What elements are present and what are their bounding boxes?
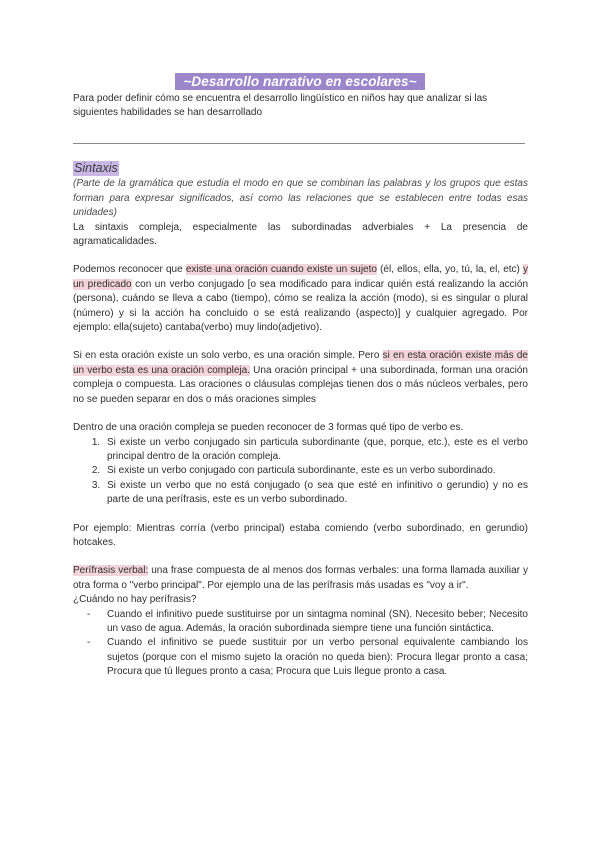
document-title: ~Desarrollo narrativo en escolares~ — [175, 73, 424, 90]
sintaxis-definition: (Parte de la gramática que estudia el modo en que se combinan las palabras y los grupos que estas forman para expresar significados, así como las relaciones que se establecen entre todas esas unidades) — [73, 178, 528, 219]
spacer — [73, 550, 528, 564]
horizontal-rule — [73, 143, 525, 144]
text-run: Una oración principal + una subordinada, forman una oración compleja o compuesta. Las oraciones o cláusulas complejas tienen dos o más núcleos verbales, pero no se pueden separar en dos o más oraciones simples — [73, 364, 528, 405]
verb-types-list — [73, 436, 528, 508]
text-run: una frase compuesta de al menos dos formas verbales: una forma llamada auxiliar y otra forma o "verbo principal". Por ejemplo una de las perífrasis más usadas es "voy a ir". — [73, 565, 528, 591]
question-perifrasis: ¿Cuándo no hay perífrasis? — [73, 594, 197, 606]
content-body — [73, 161, 528, 680]
no-perifrasis-list — [73, 608, 528, 680]
list-item: - Cuando el infinitivo puede sustituirse por un sintagma nominal (SN). Necesito beber; Necesito un vaso de agua. Además, la oración subordinada siempre tiene una función sintáctica. — [103, 608, 528, 637]
paragraph-oracion-compleja — [73, 349, 528, 407]
list-item: 1. Si existe un verbo conjugado sin particula subordinante (que, porque, etc.), este es el verbo principal dentro de la oración compleja. — [103, 436, 528, 465]
section-heading-sintaxis: Sintaxis — [74, 161, 118, 175]
highlight-sujeto: existe una oración cuando existe un sujeto — [185, 264, 377, 276]
text-run: con un verbo conjugado [o sea modificado para indicar quién está realizando la acción (persona), cuándo se lleva a cabo (tiempo), cómo se realiza la acción (modo), si es singular o plural (número) y si la acción ha concluido o se está realizando (aspecto)] y cualquier agregado. Por ejemplo: ella(sujeto) cantaba(verbo) muy lindo(adjetivo). — [73, 278, 529, 334]
title-wrapper — [0, 73, 600, 91]
spacer — [73, 335, 528, 349]
spacer — [73, 249, 528, 263]
highlight-perifrasis-label: Perífrasis verbal: — [73, 565, 149, 577]
list-item: 2. Si existe un verbo conjugado con particula subordinante, este es un verbo subordinado. — [103, 464, 528, 478]
list-item: - Cuando el infinitivo se puede sustituir por un verbo personal equivalente cambiando los sujetos (porque con el mismo sujeto la oración no queda bien): Procura llegar pronto a casa; Procura que tú llegues pronto a casa; Procura que Luis llegue pronto a casa. — [103, 636, 528, 679]
text-run: (él, ellos, ella, yo, tú, la, el, etc) — [376, 264, 524, 276]
list-item: 3. Si existe un verbo que no está conjugado (o sea que esté en infinitivo o gerundio) y no es parte de una perífrasis, este es un verbo subordinado. — [103, 479, 528, 508]
paragraph-ejemplo: Por ejemplo: Mientras corría (verbo principal) estaba comiendo (verbo subordinado, en gerundio) hotcakes. — [73, 522, 528, 548]
paragraph-tipos-verbo: Dentro de una oración compleja se pueden reconocer de 3 formas qué tipo de verbo es. — [73, 422, 464, 434]
paragraph-perifrasis — [73, 564, 528, 593]
intro-paragraph: Para poder definir cómo se encuentra el desarrollo lingüístico en niños hay que analizar si las siguientes habilidades se han desarrollado — [73, 93, 488, 118]
highlight-predicado: y un predicado — [73, 264, 529, 290]
highlight-oracion-compleja: si en esta oración existe más de un verbo esta es una oración compleja. — [73, 350, 528, 376]
text-run: Podemos reconocer que — [73, 264, 186, 276]
text-run: Si en esta oración existe un solo verbo, es una oración simple. Pero — [73, 350, 383, 362]
spacer — [73, 407, 528, 421]
sintaxis-complexity: La sintaxis compleja, especialmente las subordinadas adverbiales + La presencia de agramaticalidades. — [73, 221, 528, 248]
spacer — [73, 508, 528, 522]
paragraph-sujeto-predicado — [73, 263, 528, 335]
